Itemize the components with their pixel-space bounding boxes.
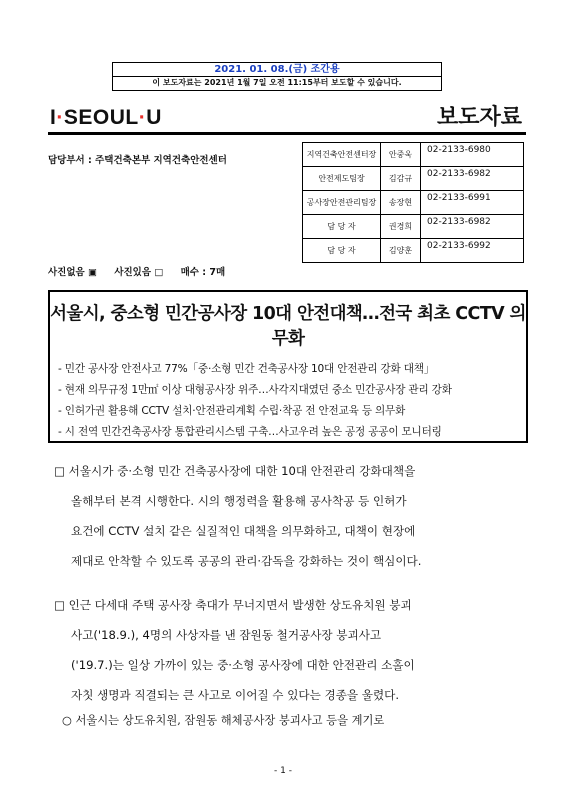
paragraph-line: 올해부터 본격 시행한다. 시의 행정력을 활용해 공사착공 등 인허가	[71, 494, 407, 508]
embargo-notice: 이 보도자료는 2021년 1월 7일 오전 11:15부터 보도할 수 있습니다.	[152, 78, 402, 87]
embargo-date: 2021. 01. 08.(금) 조간용	[113, 63, 441, 77]
press-release-title: 보도자료	[436, 105, 522, 130]
body-paragraph-2	[54, 590, 524, 710]
page-count: 매수 : 7매	[180, 267, 226, 278]
contact-role: 담 당 자	[303, 215, 381, 239]
contact-name: 안중욱	[381, 143, 421, 167]
list-item: - 현재 의무규정 1만㎡ 이상 대형공사장 위주…사각지대였던 중소 민간공사장 관리 강화	[58, 384, 452, 396]
with-photo-checkbox: 사진있음 □	[114, 267, 164, 278]
list-item: - 인허가권 활용해 CCTV 설치·안전관리계획 수립·착공 전 안전교육 등 의무화	[58, 405, 406, 417]
contact-role: 공사장안전관리팀장	[303, 191, 381, 215]
contact-phone: 02-2133-6991	[421, 191, 524, 215]
contact-role: 담 당 자	[303, 239, 381, 263]
table-row	[303, 239, 524, 263]
contact-name: 김양훈	[381, 239, 421, 263]
page-number: - 1 -	[274, 766, 292, 776]
body-paragraph-1	[54, 456, 524, 576]
paragraph-line: 제대로 안착할 수 있도록 공공의 관리·감독을 강화하는 것이 핵심이다.	[71, 554, 422, 568]
table-row	[303, 167, 524, 191]
paragraph-line: 자칫 생명과 직결되는 큰 사고로 이어질 수 있다는 경종을 울렸다.	[71, 688, 400, 702]
list-item: - 시 전역 민간건축공사장 통합관리시스템 구축…사고우려 높은 공정 공공이 모니터링	[58, 426, 442, 438]
headline-title: 서울시, 중소형 민간공사장 10대 안전대책…전국 최초 CCTV 의무화	[50, 304, 526, 349]
table-row	[303, 215, 524, 239]
header-divider	[48, 132, 526, 135]
paragraph-line: □ 인근 다세대 주택 공사장 축대가 무너지면서 발생한 상도유치원 붕괴	[54, 598, 412, 612]
contact-name: 송장현	[381, 191, 421, 215]
contact-phone: 02-2133-6982	[421, 167, 524, 191]
sub-item: ○ 서울시는 상도유치원, 잠원동 해체공사장 붕괴사고 등을 계기로	[62, 714, 385, 727]
contact-phone: 02-2133-6980	[421, 143, 524, 167]
contact-role: 지역건축안전센터장	[303, 143, 381, 167]
paragraph-line: 요건에 CCTV 설치 같은 실질적인 대책을 의무화하고, 대책이 현장에	[71, 524, 416, 538]
headline-box	[48, 290, 528, 443]
paragraph-line: 사고('18.9.), 4명의 사상자를 낸 잠원동 철거공사장 붕괴사고	[71, 628, 382, 642]
embargo-box	[112, 62, 442, 91]
contact-phone: 02-2133-6982	[421, 215, 524, 239]
table-row	[303, 191, 524, 215]
table-row	[303, 143, 524, 167]
paragraph-line: □ 서울시가 중·소형 민간 건축공사장에 대한 10대 안전관리 강화대책을	[54, 464, 416, 478]
contact-name: 권경희	[381, 215, 421, 239]
contact-table	[302, 142, 524, 263]
paragraph-line: ('19.7.)는 일상 가까이 있는 중·소형 공사장에 대한 안전관리 소홀이	[71, 658, 415, 672]
no-photo-checkbox: 사진없음 ▣	[48, 267, 97, 278]
contact-phone: 02-2133-6992	[421, 239, 524, 263]
contact-role: 안전제도팀장	[303, 167, 381, 191]
department-label: 담당부서 : 주택건축본부 지역건축안전센터	[48, 155, 227, 166]
headline-bullets	[50, 359, 526, 443]
photo-info	[48, 264, 239, 278]
list-item: - 민간 공사장 안전사고 77%「중·소형 민간 건축공사장 10대 안전관리 강화 대책」	[58, 363, 435, 375]
seoul-logo: I·SEOUL·U	[50, 106, 162, 129]
contact-name: 김감규	[381, 167, 421, 191]
